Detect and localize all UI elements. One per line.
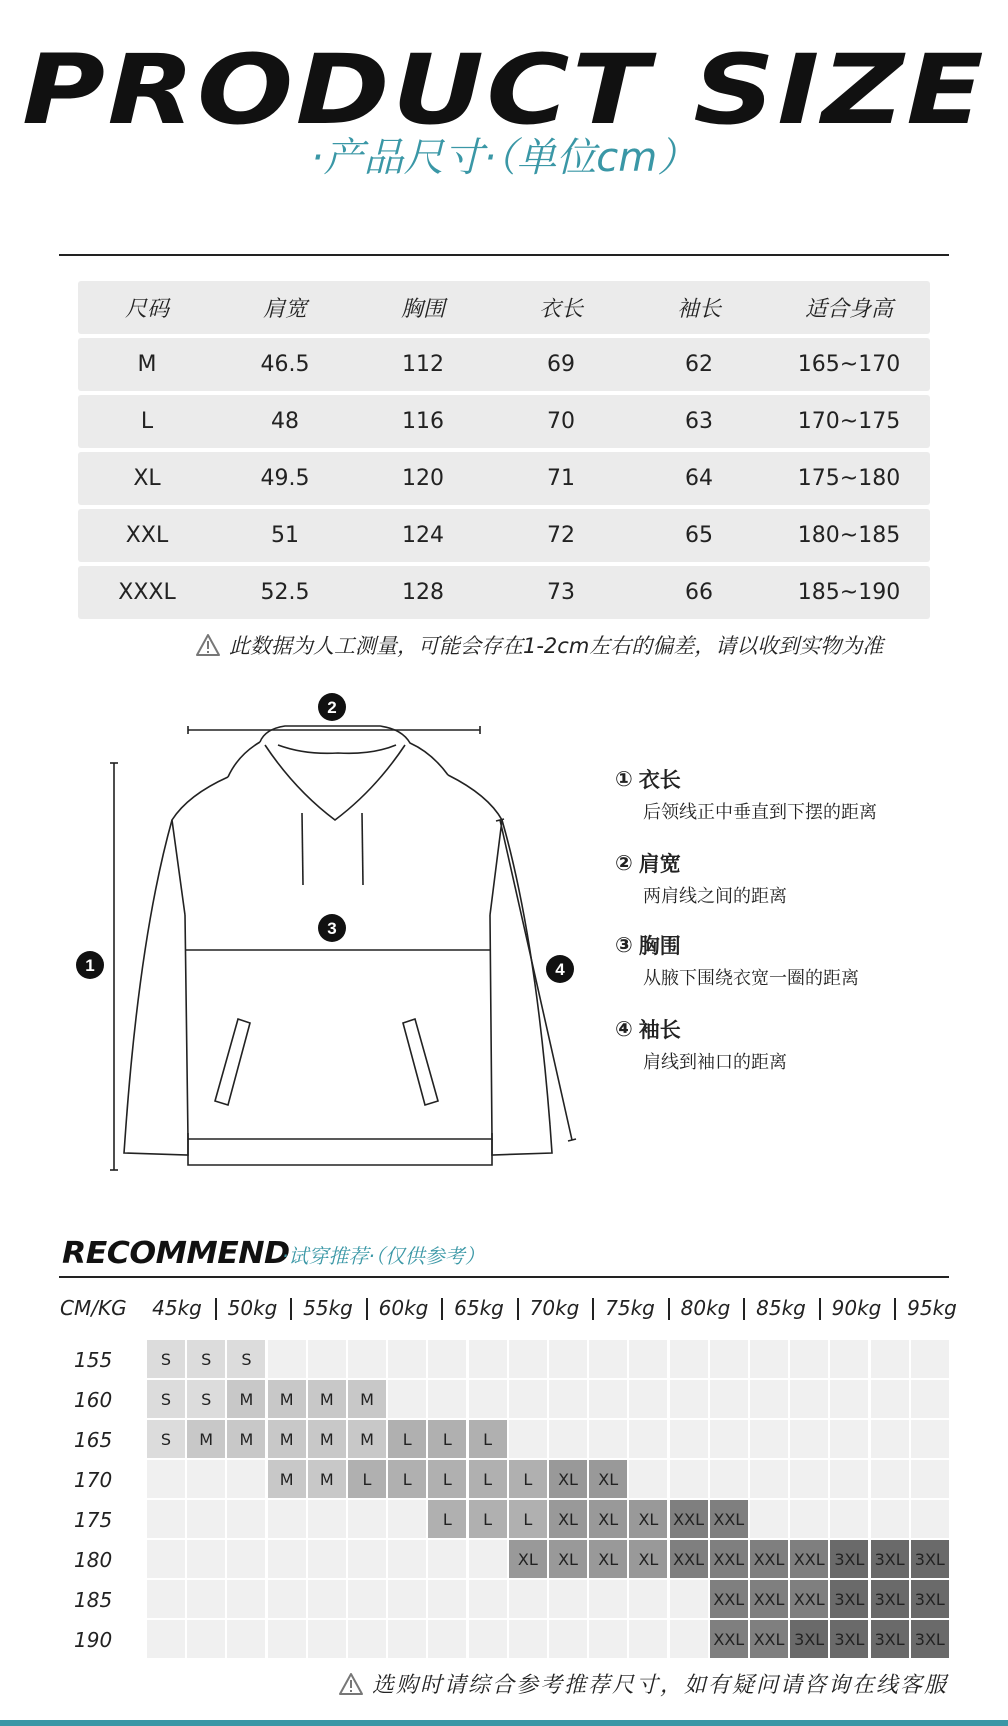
- table-cell: 185~190: [797, 580, 901, 605]
- size-cell: L: [428, 1420, 466, 1458]
- size-cell: [509, 1620, 547, 1658]
- size-cell: 3XL: [871, 1540, 909, 1578]
- size-cell: XXL: [670, 1540, 708, 1578]
- size-cell: [147, 1540, 185, 1578]
- weight-label: 45kg: [152, 1296, 202, 1320]
- table-cell: 65: [685, 523, 713, 548]
- size-cell: XXL: [710, 1620, 748, 1658]
- table-cell: 112: [402, 352, 444, 377]
- size-cell: [790, 1500, 828, 1538]
- table-cell: 49.5: [260, 466, 310, 491]
- recommend-subtitle: ·试穿推荐·（仅供参考）: [282, 1244, 485, 1268]
- size-cell: 3XL: [830, 1540, 868, 1578]
- size-cell: [871, 1500, 909, 1538]
- size-cell: XL: [629, 1500, 667, 1538]
- size-cell: [549, 1380, 587, 1418]
- weight-separator: [819, 1298, 821, 1320]
- note-text: 选购时请综合参考推荐尺寸，如有疑问请咨询在线客服: [371, 1673, 948, 1698]
- table-cell: 51: [271, 523, 299, 548]
- size-cell: XXL: [670, 1500, 708, 1538]
- size-cell: [589, 1380, 627, 1418]
- weight-label: 50kg: [227, 1296, 278, 1320]
- size-cell: L: [348, 1460, 386, 1498]
- weight-separator: [215, 1298, 217, 1320]
- size-cell: [549, 1580, 587, 1618]
- size-cell: [428, 1340, 466, 1378]
- size-cell: [268, 1620, 306, 1658]
- measurement-item: [615, 930, 859, 990]
- size-cell: L: [469, 1500, 507, 1538]
- size-cell: [147, 1580, 185, 1618]
- measurement-desc: 从腋下围绕衣宽一圈的距离: [643, 968, 859, 989]
- size-cell: [790, 1460, 828, 1498]
- size-cell: S: [227, 1340, 265, 1378]
- hoodie-diagram: [60, 685, 600, 1175]
- size-cell: [187, 1500, 225, 1538]
- size-cell: L: [428, 1460, 466, 1498]
- weight-separator: [290, 1298, 292, 1320]
- unit-label: CM/KG: [60, 1296, 127, 1320]
- measurement-desc: 肩线到袖口的距离: [643, 1052, 787, 1073]
- size-cell: [790, 1380, 828, 1418]
- table-header: 尺码: [124, 297, 169, 322]
- table-header: 袖长: [676, 297, 721, 322]
- size-cell: 3XL: [790, 1620, 828, 1658]
- table-cell: 116: [402, 409, 444, 434]
- table-cell: 120: [402, 466, 444, 491]
- size-cell: [830, 1420, 868, 1458]
- size-cell: [629, 1460, 667, 1498]
- size-cell: 3XL: [911, 1580, 949, 1618]
- weight-label: 70kg: [529, 1296, 580, 1320]
- size-cell: S: [147, 1380, 185, 1418]
- size-cell: [147, 1500, 185, 1538]
- size-cell: [710, 1340, 748, 1378]
- measurement-desc: 两肩线之间的距离: [643, 886, 787, 907]
- table-cell: 73: [547, 580, 575, 605]
- size-cell: [509, 1380, 547, 1418]
- height-label: 160: [74, 1388, 113, 1412]
- height-label: 175: [74, 1508, 113, 1532]
- measurement-desc: 后领线正中垂直到下摆的距离: [643, 802, 877, 823]
- weight-separator: [743, 1298, 745, 1320]
- table-cell: 128: [402, 580, 444, 605]
- marker-label: 3: [327, 919, 337, 938]
- height-label: 180: [74, 1548, 113, 1572]
- weight-separator: [668, 1298, 670, 1320]
- weight-separator: [366, 1298, 368, 1320]
- size-cell: [911, 1420, 949, 1458]
- size-cell: M: [268, 1380, 306, 1418]
- size-cell: [670, 1620, 708, 1658]
- size-cell: [549, 1420, 587, 1458]
- measurement-name: 肩宽: [638, 852, 681, 876]
- weight-separator: [894, 1298, 896, 1320]
- marker-label: 4: [555, 960, 565, 979]
- size-cell: [348, 1540, 386, 1578]
- size-cell: 3XL: [911, 1620, 949, 1658]
- table-cell: XXXL: [118, 580, 176, 605]
- size-cell: XL: [629, 1540, 667, 1578]
- measurement-number: ②: [615, 851, 633, 875]
- size-cell: [268, 1580, 306, 1618]
- weight-label: 85kg: [756, 1296, 806, 1320]
- size-cell: [710, 1460, 748, 1498]
- size-cell: [629, 1340, 667, 1378]
- size-cell: L: [469, 1420, 507, 1458]
- size-cell: [227, 1540, 265, 1578]
- table-header: 衣长: [538, 297, 583, 322]
- size-cell: [469, 1620, 507, 1658]
- table-row: [78, 452, 930, 505]
- table-row: [78, 338, 930, 391]
- size-cell: [830, 1380, 868, 1418]
- marker-3-icon: [318, 914, 346, 942]
- table-row: [78, 509, 930, 562]
- size-cell: [388, 1580, 426, 1618]
- measurement-number: ③: [615, 933, 633, 957]
- table-cell: 64: [685, 466, 713, 491]
- size-cell: [750, 1500, 788, 1538]
- size-cell: [147, 1620, 185, 1658]
- measurement-name: 衣长: [638, 768, 681, 792]
- table-header: 肩宽: [262, 297, 307, 322]
- size-cell: [629, 1380, 667, 1418]
- size-cell: [710, 1420, 748, 1458]
- size-cell: [227, 1580, 265, 1618]
- size-cell: [911, 1340, 949, 1378]
- size-cell: [268, 1340, 306, 1378]
- table-cell: 46.5: [260, 352, 310, 377]
- size-cell: [308, 1540, 346, 1578]
- height-label: 155: [74, 1348, 113, 1372]
- table-cell: 71: [547, 466, 575, 491]
- size-cell: [348, 1340, 386, 1378]
- divider: [59, 254, 949, 256]
- weight-label: 55kg: [303, 1296, 353, 1320]
- size-cell: [227, 1500, 265, 1538]
- measurement-name: 袖长: [638, 1018, 681, 1042]
- size-cell: XXL: [790, 1540, 828, 1578]
- weight-label: 80kg: [680, 1296, 731, 1320]
- weight-label: 60kg: [378, 1296, 429, 1320]
- table-cell: L: [140, 409, 154, 434]
- size-cell: XL: [509, 1540, 547, 1578]
- size-cell: XL: [549, 1500, 587, 1538]
- size-cell: [187, 1540, 225, 1578]
- size-cell: XXL: [710, 1540, 748, 1578]
- size-cell: S: [147, 1340, 185, 1378]
- table-cell: 62: [685, 352, 713, 377]
- table-row: [78, 395, 930, 448]
- size-cell: M: [308, 1420, 346, 1458]
- size-cell: [871, 1460, 909, 1498]
- size-cell: M: [348, 1420, 386, 1458]
- divider: [59, 1276, 949, 1278]
- measurement-item: [615, 764, 877, 824]
- size-cell: [388, 1380, 426, 1418]
- size-cell: [589, 1580, 627, 1618]
- size-cell: M: [227, 1380, 265, 1418]
- size-cell: L: [469, 1460, 507, 1498]
- table-cell: 72: [547, 523, 575, 548]
- weight-label: 90kg: [831, 1296, 882, 1320]
- size-cell: [871, 1380, 909, 1418]
- size-cell: [268, 1540, 306, 1578]
- marker-2-icon: [318, 693, 346, 721]
- warning-icon: [338, 1672, 364, 1696]
- size-cell: XXL: [750, 1620, 788, 1658]
- size-cell: [750, 1340, 788, 1378]
- page-subtitle: ·产品尺寸·（单位cm）: [310, 135, 698, 181]
- table-cell: 180~185: [797, 523, 901, 548]
- size-cell: [790, 1340, 828, 1378]
- size-cell: [348, 1580, 386, 1618]
- size-cell: [589, 1340, 627, 1378]
- size-cell: [911, 1500, 949, 1538]
- size-cell: [227, 1620, 265, 1658]
- size-cell: [750, 1420, 788, 1458]
- size-cell: XXL: [710, 1500, 748, 1538]
- size-cell: [710, 1380, 748, 1418]
- size-cell: [589, 1620, 627, 1658]
- size-cell: [509, 1580, 547, 1618]
- size-cell: [549, 1340, 587, 1378]
- size-cell: M: [348, 1380, 386, 1418]
- weight-separator: [517, 1298, 519, 1320]
- size-cell: M: [308, 1380, 346, 1418]
- table-cell: 52.5: [260, 580, 310, 605]
- table-header: 胸围: [400, 297, 445, 322]
- recommend-title: RECOMMEND: [62, 1236, 290, 1271]
- size-cell: [268, 1500, 306, 1538]
- size-cell: XL: [549, 1540, 587, 1578]
- size-cell: [388, 1500, 426, 1538]
- size-cell: [750, 1460, 788, 1498]
- table-cell: 170~175: [797, 409, 901, 434]
- table-cell: 48: [271, 409, 299, 434]
- size-cell: [187, 1460, 225, 1498]
- table-cell: 165~170: [797, 352, 901, 377]
- table-row: [78, 566, 930, 619]
- bottom-accent-bar: [0, 1720, 1008, 1726]
- size-cell: [871, 1420, 909, 1458]
- size-cell: L: [388, 1460, 426, 1498]
- size-cell: 3XL: [911, 1540, 949, 1578]
- measurement-name: 胸围: [638, 934, 681, 958]
- size-cell: [830, 1500, 868, 1538]
- size-cell: 3XL: [830, 1620, 868, 1658]
- size-cell: [308, 1580, 346, 1618]
- size-cell: [308, 1500, 346, 1538]
- size-cell: M: [227, 1420, 265, 1458]
- height-label: 165: [74, 1428, 113, 1452]
- table-cell: 63: [685, 409, 713, 434]
- table-cell: 124: [402, 523, 444, 548]
- table-cell: 70: [547, 409, 575, 434]
- size-cell: [911, 1380, 949, 1418]
- height-label: 170: [74, 1468, 113, 1492]
- size-cell: 3XL: [830, 1580, 868, 1618]
- size-cell: XXL: [750, 1580, 788, 1618]
- size-cell: [428, 1620, 466, 1658]
- weight-label: 65kg: [454, 1296, 504, 1320]
- size-cell: XL: [589, 1500, 627, 1538]
- size-cell: [670, 1420, 708, 1458]
- table-cell: XXL: [125, 523, 169, 548]
- table-header: 适合身高: [804, 297, 893, 322]
- size-cell: [348, 1620, 386, 1658]
- size-cell: [629, 1580, 667, 1618]
- size-cell: [830, 1340, 868, 1378]
- size-cell: [308, 1340, 346, 1378]
- size-cell: M: [268, 1460, 306, 1498]
- size-cell: [549, 1620, 587, 1658]
- measurement-number: ①: [615, 767, 633, 791]
- weight-separator: [592, 1298, 594, 1320]
- size-cell: [187, 1620, 225, 1658]
- size-cell: [830, 1460, 868, 1498]
- size-cell: [509, 1340, 547, 1378]
- size-cell: [670, 1340, 708, 1378]
- table-cell: 66: [685, 580, 713, 605]
- size-cell: [629, 1420, 667, 1458]
- size-cell: [147, 1460, 185, 1498]
- marker-4-icon: [546, 955, 574, 983]
- size-cell: M: [187, 1420, 225, 1458]
- size-cell: L: [509, 1460, 547, 1498]
- size-cell: [388, 1540, 426, 1578]
- height-label: 185: [74, 1588, 113, 1612]
- table-cell: M: [137, 352, 157, 377]
- measurement-item: [615, 848, 787, 908]
- table-cell: 69: [547, 352, 575, 377]
- marker-label: 1: [85, 956, 95, 975]
- marker-label: 2: [327, 698, 337, 717]
- size-cell: [469, 1540, 507, 1578]
- size-cell: XXL: [710, 1580, 748, 1618]
- recommend-note: [338, 1668, 948, 1699]
- size-cell: [871, 1340, 909, 1378]
- weight-label: 95kg: [907, 1296, 957, 1320]
- measurement-note: [195, 630, 883, 660]
- weight-label: 75kg: [605, 1296, 655, 1320]
- size-cell: [629, 1620, 667, 1658]
- size-cell: M: [268, 1420, 306, 1458]
- size-cell: XL: [549, 1460, 587, 1498]
- size-cell: S: [187, 1380, 225, 1418]
- size-cell: [670, 1380, 708, 1418]
- size-cell: XL: [589, 1540, 627, 1578]
- size-cell: S: [187, 1340, 225, 1378]
- size-cell: [911, 1460, 949, 1498]
- size-cell: XXL: [750, 1540, 788, 1578]
- measurement-number: ④: [615, 1017, 633, 1041]
- size-cell: [589, 1420, 627, 1458]
- size-cell: L: [509, 1500, 547, 1538]
- size-cell: XL: [589, 1460, 627, 1498]
- measurement-item: [615, 1014, 787, 1074]
- size-cell: [469, 1340, 507, 1378]
- size-cell: M: [308, 1460, 346, 1498]
- size-cell: [428, 1540, 466, 1578]
- size-cell: L: [428, 1500, 466, 1538]
- size-cell: [750, 1380, 788, 1418]
- size-cell: 3XL: [871, 1620, 909, 1658]
- page-title: PRODUCT SIZE: [22, 34, 986, 146]
- warning-icon: [195, 633, 221, 657]
- size-cell: [469, 1580, 507, 1618]
- size-cell: XXL: [790, 1580, 828, 1618]
- size-cell: [308, 1620, 346, 1658]
- size-cell: L: [388, 1420, 426, 1458]
- note-text: 此数据为人工测量，可能会存在1-2cm左右的偏差，请以收到实物为准: [229, 634, 884, 658]
- marker-1-icon: [76, 951, 104, 979]
- size-cell: [469, 1380, 507, 1418]
- size-cell: [428, 1380, 466, 1418]
- table-header-row: [78, 281, 930, 334]
- size-cell: [388, 1340, 426, 1378]
- size-cell: [348, 1500, 386, 1538]
- size-cell: [428, 1580, 466, 1618]
- size-cell: [227, 1460, 265, 1498]
- size-cell: 3XL: [871, 1580, 909, 1618]
- table-cell: 175~180: [797, 466, 901, 491]
- size-cell: [670, 1580, 708, 1618]
- height-label: 190: [74, 1628, 113, 1652]
- table-cell: XL: [133, 466, 161, 491]
- size-cell: [670, 1460, 708, 1498]
- size-cell: [509, 1420, 547, 1458]
- size-cell: [187, 1580, 225, 1618]
- weight-separator: [441, 1298, 443, 1320]
- hoodie-outline-icon: [124, 726, 552, 1165]
- size-cell: [790, 1420, 828, 1458]
- size-cell: S: [147, 1420, 185, 1458]
- size-cell: [388, 1620, 426, 1658]
